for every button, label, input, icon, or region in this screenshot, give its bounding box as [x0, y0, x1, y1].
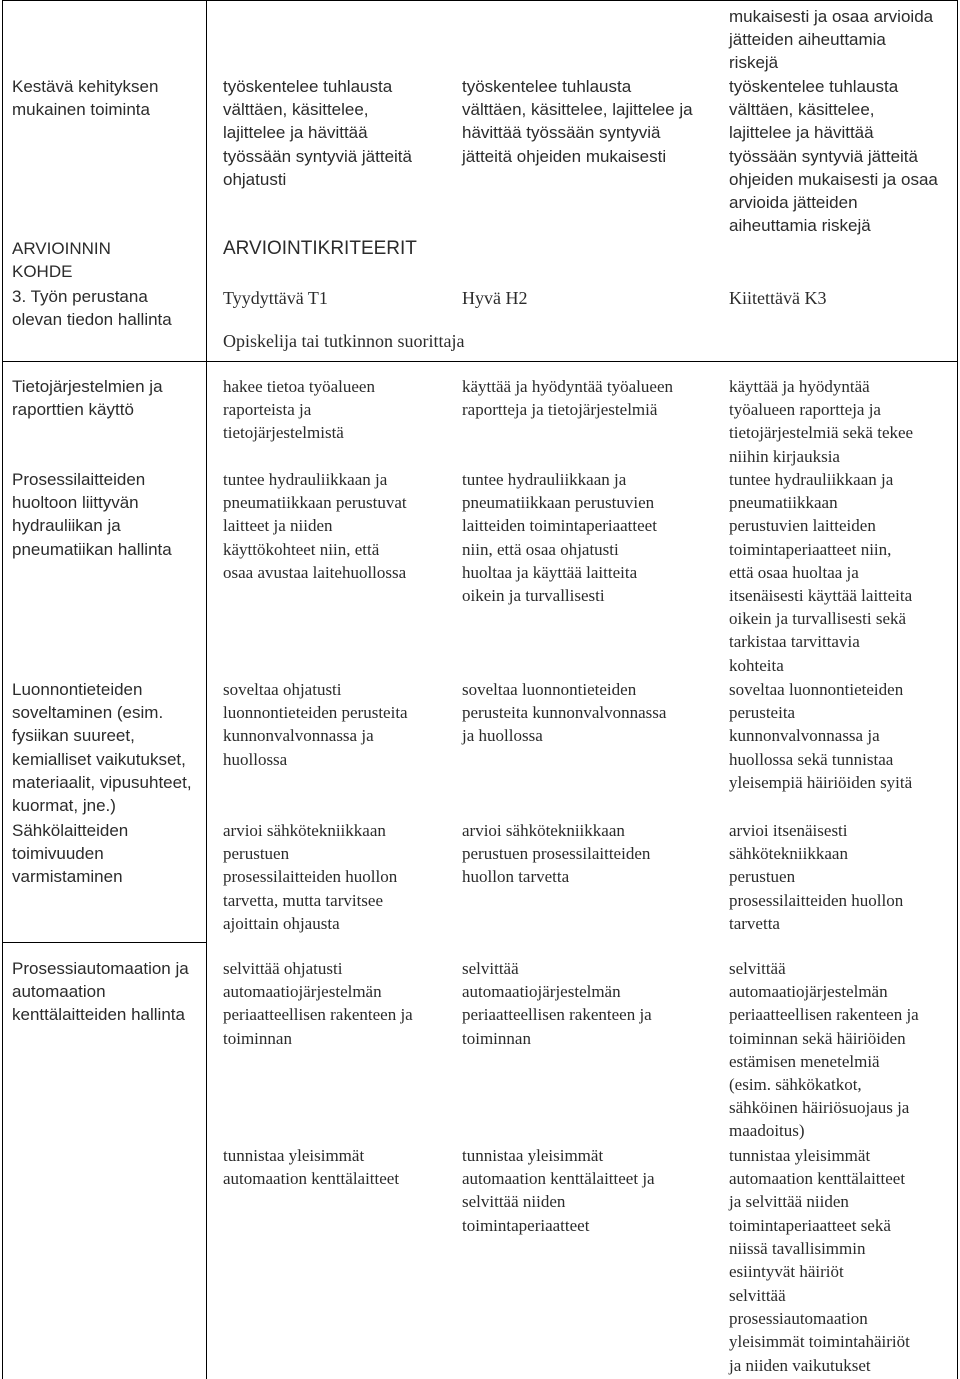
k3-hydraulics: tuntee hydrauliikkaan ja pneumatiikkaan perustuvien laitteiden toimintaperiaatteet niin, että osaa huoltaa ja itsenäisesti käyttää laitteita oikein ja turvallisesti sekä tarkistaa tarvittavia kohteita	[729, 470, 913, 675]
h2-information-systems: käyttää ja hyödyntää työalueen raportteja ja tietojärjestelmiä	[462, 377, 673, 420]
h2-automation: selvittää automaatiojärjestelmän periaatteellisen rakenteen ja toiminnan	[462, 959, 652, 1048]
k3-electrical: arvioi itsenäisesti sähkötekniikkaan perustuen prosessilaitteiden huollon tarvetta	[729, 821, 904, 933]
grade-good: Hyvä H2	[462, 288, 528, 308]
t1-automation: selvittää ohjatusti automaatiojärjestelmän periaatteellisen rakenteen ja toiminnan	[223, 959, 413, 1048]
section-title: 3. Työn perustana olevan tiedon hallinta	[12, 287, 172, 330]
topic-automation: Prosessiautomaation ja automaation kenttälaitteiden hallinta	[12, 959, 189, 1025]
h2-hydraulics: tuntee hydrauliikkaan ja pneumatiikkaan perustuvien laitteiden toimintaperiaatteet niin, että osaa ohjatusti huoltaa ja käyttää laitteita oikein ja turvallisesti	[462, 470, 657, 606]
t1-natural-sciences: soveltaa ohjatusti luonnontieteiden perusteita kunnonvalvonnassa ja huollossa	[223, 680, 408, 769]
table-border-left	[2, 0, 3, 1379]
assessed-person: Opiskelija tai tutkinnon suorittaja	[223, 331, 465, 351]
grade-excellent: Kiitettävä K3	[729, 288, 827, 308]
criteria-heading: ARVIOINTIKRITEERIT	[223, 238, 417, 259]
t1-hydraulics: tuntee hydrauliikkaan ja pneumatiikkaan perustuvat laitteet ja niiden käyttökohteet niin, että osaa avustaa laitehuollossa	[223, 470, 407, 582]
sustainability-k3: työskentelee tuhlausta välttäen, käsittelee, lajittelee ja hävittää työssään syntyviä jätteitä ohjeiden mukaisesti ja osaa arvioida jätteiden aiheuttamia riskejä	[729, 77, 938, 236]
k3-field-devices: tunnistaa yleisimmät automaation kenttälaitteet ja selvittää niiden toimintaperiaatteet sekä niissä tavallisimmin esiintyvät häiriöt	[729, 1146, 906, 1282]
grade-satisfactory: Tyydyttävä T1	[223, 288, 328, 308]
table-divider-row	[2, 361, 958, 362]
sustainability-t1: työskentelee tuhlausta välttäen, käsittelee, lajittelee ja hävittää työssään syntyviä jätteitä ohjatusti	[223, 77, 412, 189]
topic-natural-sciences: Luonnontieteiden soveltaminen (esim. fysiikan suureet, kemialliset vaikutukset, materiaalit, vipusuhteet, kuormat, jne.)	[12, 680, 192, 816]
t1-information-systems: hakee tietoa työalueen raporteista ja tietojärjestelmistä	[223, 377, 375, 443]
sustainability-label: Kestävä kehityksen mukainen toiminta	[12, 77, 159, 120]
h2-electrical: arvioi sähkötekniikkaan perustuen prosessilaitteiden huollon tarvetta	[462, 821, 651, 887]
k3-automation: selvittää automaatiojärjestelmän periaatteellisen rakenteen ja toiminnan sekä häiriöiden estämisen menetelmiä (esim. sähkökatkot, sähköinen häiriösuojaus ja maadoitus)	[729, 959, 919, 1141]
sustainability-k3-continued: mukaisesti ja osaa arvioida jätteiden aiheuttamia riskejä	[729, 7, 934, 73]
k3-process-automation-faults: selvittää prosessiautomaation yleisimmät toimintahäiriöt ja niiden vaikutukset	[729, 1286, 910, 1375]
t1-electrical: arvioi sähkötekniikkaan perustuen prosessilaitteiden huollon tarvetta, mutta tarvitsee ajoittain ohjausta	[223, 821, 398, 933]
t1-field-devices: tunnistaa yleisimmät automaation kenttälaitteet	[223, 1146, 400, 1189]
k3-information-systems: käyttää ja hyödyntää työalueen raportteja ja tietojärjestelmiä sekä tekee niihin kirjauksia	[729, 377, 914, 466]
sustainability-h2: työskentelee tuhlausta välttäen, käsittelee, lajittelee ja hävittää työssään syntyviä jätteitä ohjeiden mukaisesti	[462, 77, 693, 166]
table-border-right	[957, 0, 958, 1379]
topic-electrical: Sähkölaitteiden toimivuuden varmistaminen	[12, 821, 129, 887]
table-divider-row	[2, 942, 207, 943]
h2-field-devices: tunnistaa yleisimmät automaation kenttälaitteet ja selvittää niiden toimintaperiaatteet	[462, 1146, 655, 1235]
h2-natural-sciences: soveltaa luonnontieteiden perusteita kunnonvalvonnassa ja huollossa	[462, 680, 667, 746]
topic-hydraulics: Prosessilaitteiden huoltoon liittyvän hydrauliikan ja pneumatiikan hallinta	[12, 470, 172, 559]
k3-natural-sciences: soveltaa luonnontieteiden perusteita kunnonvalvonnassa ja huollossa sekä tunnistaa yleisempiä häiriöiden syitä	[729, 680, 913, 792]
table-border-top	[2, 0, 958, 1]
assessment-target-label: ARVIOINNIN KOHDE	[12, 239, 111, 282]
topic-information-systems: Tietojärjestelmien ja raporttien käyttö	[12, 377, 163, 420]
